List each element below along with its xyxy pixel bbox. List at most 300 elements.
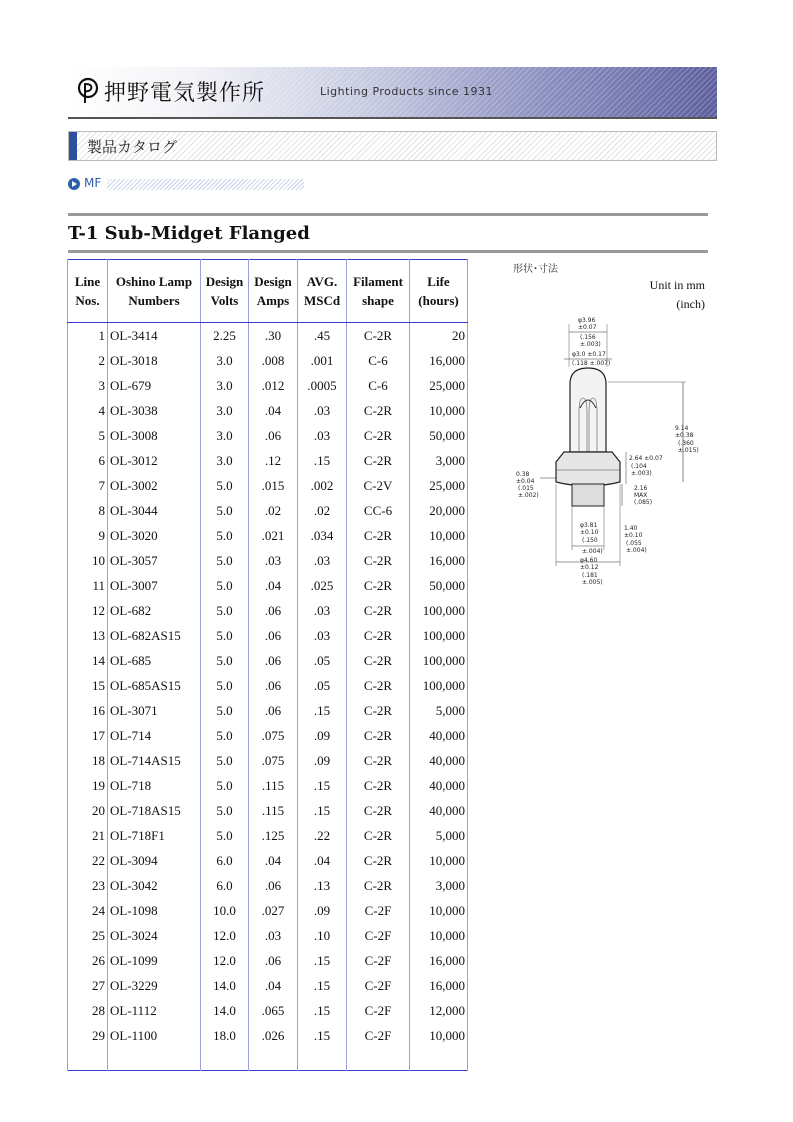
cell-filament-shape: C-2F	[347, 923, 410, 948]
cell-avg-mscd: .001	[298, 348, 347, 373]
dim-left-thk-tol: ±0.04	[516, 478, 535, 485]
page-title: T-1 Sub-Midget Flanged	[68, 223, 310, 244]
cell-avg-mscd: .15	[298, 798, 347, 823]
cell-design-amps: .115	[249, 798, 298, 823]
cell-filament-shape: C-2F	[347, 1023, 410, 1048]
cell-filament-shape: C-2R	[347, 723, 410, 748]
dim-height-tol: ±0.38	[675, 432, 694, 439]
dim-base-in: (.150	[582, 537, 598, 544]
cell-line-no: 16	[68, 698, 108, 723]
cell-avg-mscd: .03	[298, 548, 347, 573]
cell-design-amps: .06	[249, 598, 298, 623]
table-row	[68, 398, 468, 423]
arrow-circle-icon	[68, 178, 80, 190]
table-row	[68, 998, 468, 1023]
cell-life-hours: 5,000	[410, 823, 468, 848]
table-header-row	[68, 260, 468, 323]
cell-filament-shape: C-2R	[347, 573, 410, 598]
cell-lamp-number: OL-3020	[108, 523, 201, 548]
cell-lamp-number: OL-718F1	[108, 823, 201, 848]
diagram-label: 形状･寸法	[513, 264, 558, 275]
cell-life-hours: 100,000	[410, 648, 468, 673]
cell-design-volts: 14.0	[201, 973, 249, 998]
table-row	[68, 673, 468, 698]
cell-filament-shape: C-2R	[347, 773, 410, 798]
cell-life-hours: 10,000	[410, 523, 468, 548]
cell-avg-mscd: .03	[298, 598, 347, 623]
cell-avg-mscd: .15	[298, 973, 347, 998]
company-tagline: Lighting Products since 1931	[320, 85, 494, 98]
cell-life-hours: 20,000	[410, 498, 468, 523]
dim-max-in: (.085)	[634, 499, 653, 506]
table-row	[68, 648, 468, 673]
cell-design-amps: .065	[249, 998, 298, 1023]
table-row	[68, 473, 468, 498]
dim-top-dia: φ3.96	[578, 317, 596, 324]
cell-lamp-number: OL-682AS15	[108, 623, 201, 648]
cell-filament-shape: C-2R	[347, 398, 410, 423]
header-banner	[68, 67, 717, 119]
dim-flange-tol: ±0.12	[580, 564, 599, 571]
cell-line-no: 1	[68, 323, 108, 349]
cell-lamp-number: OL-685AS15	[108, 673, 201, 698]
cell-life-hours: 40,000	[410, 748, 468, 773]
cell-line-no: 24	[68, 898, 108, 923]
cell-design-amps: .075	[249, 723, 298, 748]
cell-life-hours: 100,000	[410, 598, 468, 623]
cell-design-amps: .075	[249, 748, 298, 773]
cell-design-volts: 6.0	[201, 848, 249, 873]
dim-base-dia: φ3.81	[580, 522, 598, 529]
cell-line-no: 29	[68, 1023, 108, 1048]
table-row	[68, 773, 468, 798]
cell-filament-shape: C-2R	[347, 423, 410, 448]
table-row	[68, 948, 468, 973]
cell-avg-mscd: .03	[298, 423, 347, 448]
dim-base-in-tol: ±.004)	[582, 548, 603, 555]
cell-design-amps: .06	[249, 648, 298, 673]
cell-design-volts: 5.0	[201, 723, 249, 748]
cell-avg-mscd	[298, 1048, 347, 1071]
cell-design-amps: .04	[249, 973, 298, 998]
dim-bulb-dia: φ3.0 ±0.17	[572, 351, 606, 358]
header-life-hours: Life (hours)	[410, 260, 468, 323]
cell-avg-mscd: .09	[298, 748, 347, 773]
dim-base-h-in-tol: ±.004)	[626, 547, 647, 554]
cell-filament-shape: C-2R	[347, 673, 410, 698]
cell-filament-shape: C-2R	[347, 623, 410, 648]
cell-lamp-number: OL-1100	[108, 1023, 201, 1048]
cell-design-volts: 18.0	[201, 1023, 249, 1048]
cell-line-no: 9	[68, 523, 108, 548]
dim-base-h: 1.40	[624, 525, 638, 532]
cell-avg-mscd: .05	[298, 673, 347, 698]
dim-left-thk-in-tol: ±.002)	[518, 492, 539, 499]
cell-design-volts: 3.0	[201, 448, 249, 473]
cell-life-hours: 100,000	[410, 623, 468, 648]
cell-avg-mscd: .09	[298, 898, 347, 923]
cell-design-volts: 3.0	[201, 423, 249, 448]
table-row	[68, 1048, 468, 1071]
cell-design-volts: 14.0	[201, 998, 249, 1023]
cell-line-no: 7	[68, 473, 108, 498]
cell-filament-shape: C-2R	[347, 798, 410, 823]
table-row	[68, 923, 468, 948]
cell-lamp-number	[108, 1048, 201, 1071]
cell-life-hours: 16,000	[410, 548, 468, 573]
table-row	[68, 798, 468, 823]
cell-design-amps: .027	[249, 898, 298, 923]
cell-filament-shape: C-2R	[347, 323, 410, 349]
cell-line-no: 11	[68, 573, 108, 598]
cell-design-amps: .12	[249, 448, 298, 473]
cell-life-hours: 10,000	[410, 1023, 468, 1048]
cell-design-amps: .012	[249, 373, 298, 398]
cell-lamp-number: OL-3229	[108, 973, 201, 998]
table-row	[68, 623, 468, 648]
dim-flange-h: 2.64 ±0.07	[629, 455, 663, 462]
cell-line-no: 15	[68, 673, 108, 698]
section-header	[68, 131, 717, 161]
table-row	[68, 548, 468, 573]
cell-design-volts: 5.0	[201, 798, 249, 823]
cell-lamp-number: OL-3024	[108, 923, 201, 948]
cell-life-hours: 3,000	[410, 873, 468, 898]
cell-design-amps: .125	[249, 823, 298, 848]
cell-lamp-number: OL-3008	[108, 423, 201, 448]
cell-avg-mscd: .45	[298, 323, 347, 349]
cell-design-amps: .04	[249, 398, 298, 423]
cell-design-volts: 5.0	[201, 623, 249, 648]
cell-filament-shape: C-2R	[347, 848, 410, 873]
cell-filament-shape: C-2R	[347, 548, 410, 573]
dim-flange-h-in-tol: ±.003)	[631, 470, 652, 477]
cell-life-hours: 50,000	[410, 573, 468, 598]
cell-life-hours: 40,000	[410, 773, 468, 798]
company-logo-icon	[76, 77, 102, 107]
cell-design-volts: 5.0	[201, 598, 249, 623]
cell-life-hours: 3,000	[410, 448, 468, 473]
cell-design-volts: 5.0	[201, 823, 249, 848]
table-row	[68, 598, 468, 623]
cell-lamp-number: OL-718	[108, 773, 201, 798]
cell-design-volts: 5.0	[201, 773, 249, 798]
dim-top-in: (.156	[580, 334, 596, 341]
cell-lamp-number: OL-3042	[108, 873, 201, 898]
dim-max-label: MAX	[634, 492, 648, 499]
dim-height-in-tol: ±.015)	[678, 447, 699, 454]
cell-life-hours: 25,000	[410, 373, 468, 398]
cell-avg-mscd: .09	[298, 723, 347, 748]
cell-filament-shape: C-2F	[347, 998, 410, 1023]
cell-design-amps: .115	[249, 773, 298, 798]
table-row	[68, 348, 468, 373]
cell-line-no: 21	[68, 823, 108, 848]
cell-life-hours: 40,000	[410, 723, 468, 748]
cell-life-hours: 16,000	[410, 948, 468, 973]
dim-max: 2.16	[634, 485, 648, 492]
cell-lamp-number: OL-679	[108, 373, 201, 398]
cell-avg-mscd: .15	[298, 698, 347, 723]
cell-avg-mscd: .04	[298, 848, 347, 873]
cell-life-hours: 50,000	[410, 423, 468, 448]
cell-line-no: 13	[68, 623, 108, 648]
subnav-label[interactable]: MF	[84, 176, 107, 190]
cell-life-hours: 16,000	[410, 348, 468, 373]
dim-height: 9.14	[675, 425, 689, 432]
table-row	[68, 448, 468, 473]
table-row	[68, 973, 468, 998]
cell-filament-shape: C-2F	[347, 973, 410, 998]
table-row	[68, 523, 468, 548]
cell-design-volts: 5.0	[201, 498, 249, 523]
unit-note	[600, 276, 705, 314]
cell-line-no: 28	[68, 998, 108, 1023]
cell-lamp-number: OL-3414	[108, 323, 201, 349]
cell-avg-mscd: .10	[298, 923, 347, 948]
cell-line-no: 19	[68, 773, 108, 798]
cell-lamp-number: OL-3057	[108, 548, 201, 573]
cell-line-no: 27	[68, 973, 108, 998]
cell-line-no: 6	[68, 448, 108, 473]
cell-design-volts: 5.0	[201, 548, 249, 573]
cell-life-hours: 25,000	[410, 473, 468, 498]
cell-line-no: 5	[68, 423, 108, 448]
cell-avg-mscd: .15	[298, 448, 347, 473]
cell-line-no: 26	[68, 948, 108, 973]
cell-avg-mscd: .025	[298, 573, 347, 598]
cell-design-amps: .03	[249, 548, 298, 573]
title-rule-top	[68, 213, 708, 216]
cell-design-amps: .06	[249, 623, 298, 648]
cell-lamp-number: OL-3044	[108, 498, 201, 523]
cell-design-volts: 5.0	[201, 473, 249, 498]
table-row	[68, 723, 468, 748]
cell-design-amps: .008	[249, 348, 298, 373]
cell-avg-mscd: .15	[298, 948, 347, 973]
cell-life-hours: 16,000	[410, 973, 468, 998]
cell-design-amps: .06	[249, 423, 298, 448]
dim-left-thk-in: (.015	[518, 485, 534, 492]
cell-filament-shape: C-2V	[347, 473, 410, 498]
cell-avg-mscd: .0005	[298, 373, 347, 398]
title-rule-bottom	[68, 250, 708, 253]
cell-filament-shape: C-2R	[347, 598, 410, 623]
dim-base-h-in: (.055	[626, 540, 642, 547]
cell-design-volts: 5.0	[201, 748, 249, 773]
table-row	[68, 323, 468, 349]
cell-design-amps: .02	[249, 498, 298, 523]
cell-filament-shape: C-2R	[347, 648, 410, 673]
cell-design-amps	[249, 1048, 298, 1071]
cell-lamp-number: OL-714AS15	[108, 748, 201, 773]
table-row	[68, 373, 468, 398]
cell-avg-mscd: .15	[298, 998, 347, 1023]
unit-line-1: Unit in mm	[649, 278, 705, 292]
table-row	[68, 748, 468, 773]
cell-design-amps: .06	[249, 673, 298, 698]
cell-line-no: 3	[68, 373, 108, 398]
cell-filament-shape: C-2F	[347, 898, 410, 923]
cell-lamp-number: OL-718AS15	[108, 798, 201, 823]
cell-line-no: 18	[68, 748, 108, 773]
cell-lamp-number: OL-1099	[108, 948, 201, 973]
cell-lamp-number: OL-3094	[108, 848, 201, 873]
cell-line-no: 17	[68, 723, 108, 748]
lamp-dimension-diagram	[508, 312, 708, 592]
cell-life-hours: 10,000	[410, 398, 468, 423]
cell-life-hours: 5,000	[410, 698, 468, 723]
cell-life-hours: 10,000	[410, 923, 468, 948]
dim-left-thk: 0.38	[516, 471, 530, 478]
subnav-stripe	[104, 179, 304, 190]
cell-design-volts: 3.0	[201, 348, 249, 373]
cell-design-volts: 12.0	[201, 948, 249, 973]
header-filament-shape: Filament shape	[347, 260, 410, 323]
cell-life-hours: 12,000	[410, 998, 468, 1023]
cell-line-no: 12	[68, 598, 108, 623]
cell-design-volts: 5.0	[201, 523, 249, 548]
cell-lamp-number: OL-3007	[108, 573, 201, 598]
cell-design-volts: 5.0	[201, 648, 249, 673]
cell-design-volts: 3.0	[201, 398, 249, 423]
cell-life-hours: 10,000	[410, 898, 468, 923]
dim-bulb-in: (.118 ±.007)	[572, 360, 611, 367]
cell-lamp-number: OL-3012	[108, 448, 201, 473]
cell-line-no: 23	[68, 873, 108, 898]
dim-flange-dia: φ4.60	[580, 557, 598, 564]
cell-filament-shape: C-2R	[347, 698, 410, 723]
cell-line-no: 2	[68, 348, 108, 373]
cell-filament-shape: C-2R	[347, 873, 410, 898]
dim-height-in: (.360	[678, 440, 694, 447]
cell-avg-mscd: .034	[298, 523, 347, 548]
cell-avg-mscd: .22	[298, 823, 347, 848]
cell-life-hours	[410, 1048, 468, 1071]
spec-table	[67, 259, 468, 1071]
cell-lamp-number: OL-1098	[108, 898, 201, 923]
dim-top-tol: ±0.07	[578, 324, 597, 331]
cell-design-volts: 2.25	[201, 323, 249, 349]
cell-design-amps: .30	[249, 323, 298, 349]
cell-life-hours: 10,000	[410, 848, 468, 873]
cell-life-hours: 100,000	[410, 673, 468, 698]
cell-lamp-number: OL-3071	[108, 698, 201, 723]
cell-design-volts: 5.0	[201, 698, 249, 723]
cell-design-volts: 5.0	[201, 573, 249, 598]
subnav-mf[interactable]	[68, 176, 308, 194]
table-row	[68, 498, 468, 523]
cell-line-no: 25	[68, 923, 108, 948]
cell-lamp-number: OL-3002	[108, 473, 201, 498]
section-title: 製品カタログ	[87, 138, 178, 156]
cell-design-amps: .03	[249, 923, 298, 948]
cell-filament-shape: C-2R	[347, 448, 410, 473]
cell-filament-shape: C-2R	[347, 523, 410, 548]
cell-design-volts	[201, 1048, 249, 1071]
dim-top-in-tol: ±.003)	[580, 341, 601, 348]
cell-design-amps: .021	[249, 523, 298, 548]
dim-base-h-tol: ±0.10	[624, 532, 643, 539]
cell-avg-mscd: .02	[298, 498, 347, 523]
cell-lamp-number: OL-1112	[108, 998, 201, 1023]
dim-flange-h-in: (.104	[631, 463, 647, 470]
header-lamp-numbers: Oshino Lamp Numbers	[108, 260, 201, 323]
cell-line-no: 10	[68, 548, 108, 573]
table-row	[68, 848, 468, 873]
cell-line-no: 4	[68, 398, 108, 423]
cell-avg-mscd: .15	[298, 1023, 347, 1048]
table-row	[68, 573, 468, 598]
cell-line-no: 20	[68, 798, 108, 823]
cell-avg-mscd: .03	[298, 398, 347, 423]
cell-avg-mscd: .03	[298, 623, 347, 648]
dim-flange-in-tol: ±.005)	[582, 579, 603, 586]
cell-design-volts: 6.0	[201, 873, 249, 898]
header-design-amps: Design Amps	[249, 260, 298, 323]
cell-filament-shape: C-2R	[347, 748, 410, 773]
table-row	[68, 698, 468, 723]
cell-design-volts: 3.0	[201, 373, 249, 398]
cell-line-no	[68, 1048, 108, 1071]
cell-design-amps: .06	[249, 948, 298, 973]
cell-design-amps: .06	[249, 873, 298, 898]
cell-lamp-number: OL-714	[108, 723, 201, 748]
cell-filament-shape: C-6	[347, 348, 410, 373]
section-accent	[69, 132, 77, 160]
company-name: 押野電気製作所	[104, 81, 266, 106]
cell-design-volts: 5.0	[201, 673, 249, 698]
table-row	[68, 1023, 468, 1048]
cell-design-volts: 12.0	[201, 923, 249, 948]
dim-base-tol: ±0.10	[580, 529, 599, 536]
table-row	[68, 898, 468, 923]
table-row	[68, 823, 468, 848]
cell-filament-shape	[347, 1048, 410, 1071]
cell-design-amps: .04	[249, 848, 298, 873]
unit-line-2: (inch)	[676, 297, 705, 311]
cell-design-volts: 10.0	[201, 898, 249, 923]
cell-filament-shape: CC-6	[347, 498, 410, 523]
cell-filament-shape: C-6	[347, 373, 410, 398]
table-row	[68, 423, 468, 448]
cell-design-amps: .015	[249, 473, 298, 498]
cell-lamp-number: OL-3018	[108, 348, 201, 373]
cell-lamp-number: OL-3038	[108, 398, 201, 423]
cell-design-amps: .026	[249, 1023, 298, 1048]
cell-design-amps: .04	[249, 573, 298, 598]
cell-line-no: 22	[68, 848, 108, 873]
header-design-volts: Design Volts	[201, 260, 249, 323]
cell-avg-mscd: .13	[298, 873, 347, 898]
cell-life-hours: 20	[410, 323, 468, 349]
table-row	[68, 873, 468, 898]
cell-avg-mscd: .15	[298, 773, 347, 798]
cell-lamp-number: OL-685	[108, 648, 201, 673]
cell-avg-mscd: .05	[298, 648, 347, 673]
cell-line-no: 14	[68, 648, 108, 673]
cell-life-hours: 40,000	[410, 798, 468, 823]
header-avg-mscd: AVG. MSCd	[298, 260, 347, 323]
cell-lamp-number: OL-682	[108, 598, 201, 623]
cell-line-no: 8	[68, 498, 108, 523]
header-line-nos: Line Nos.	[68, 260, 108, 323]
cell-avg-mscd: .002	[298, 473, 347, 498]
cell-design-amps: .06	[249, 698, 298, 723]
cell-filament-shape: C-2R	[347, 823, 410, 848]
dim-flange-in: (.181	[582, 572, 598, 579]
cell-filament-shape: C-2F	[347, 948, 410, 973]
